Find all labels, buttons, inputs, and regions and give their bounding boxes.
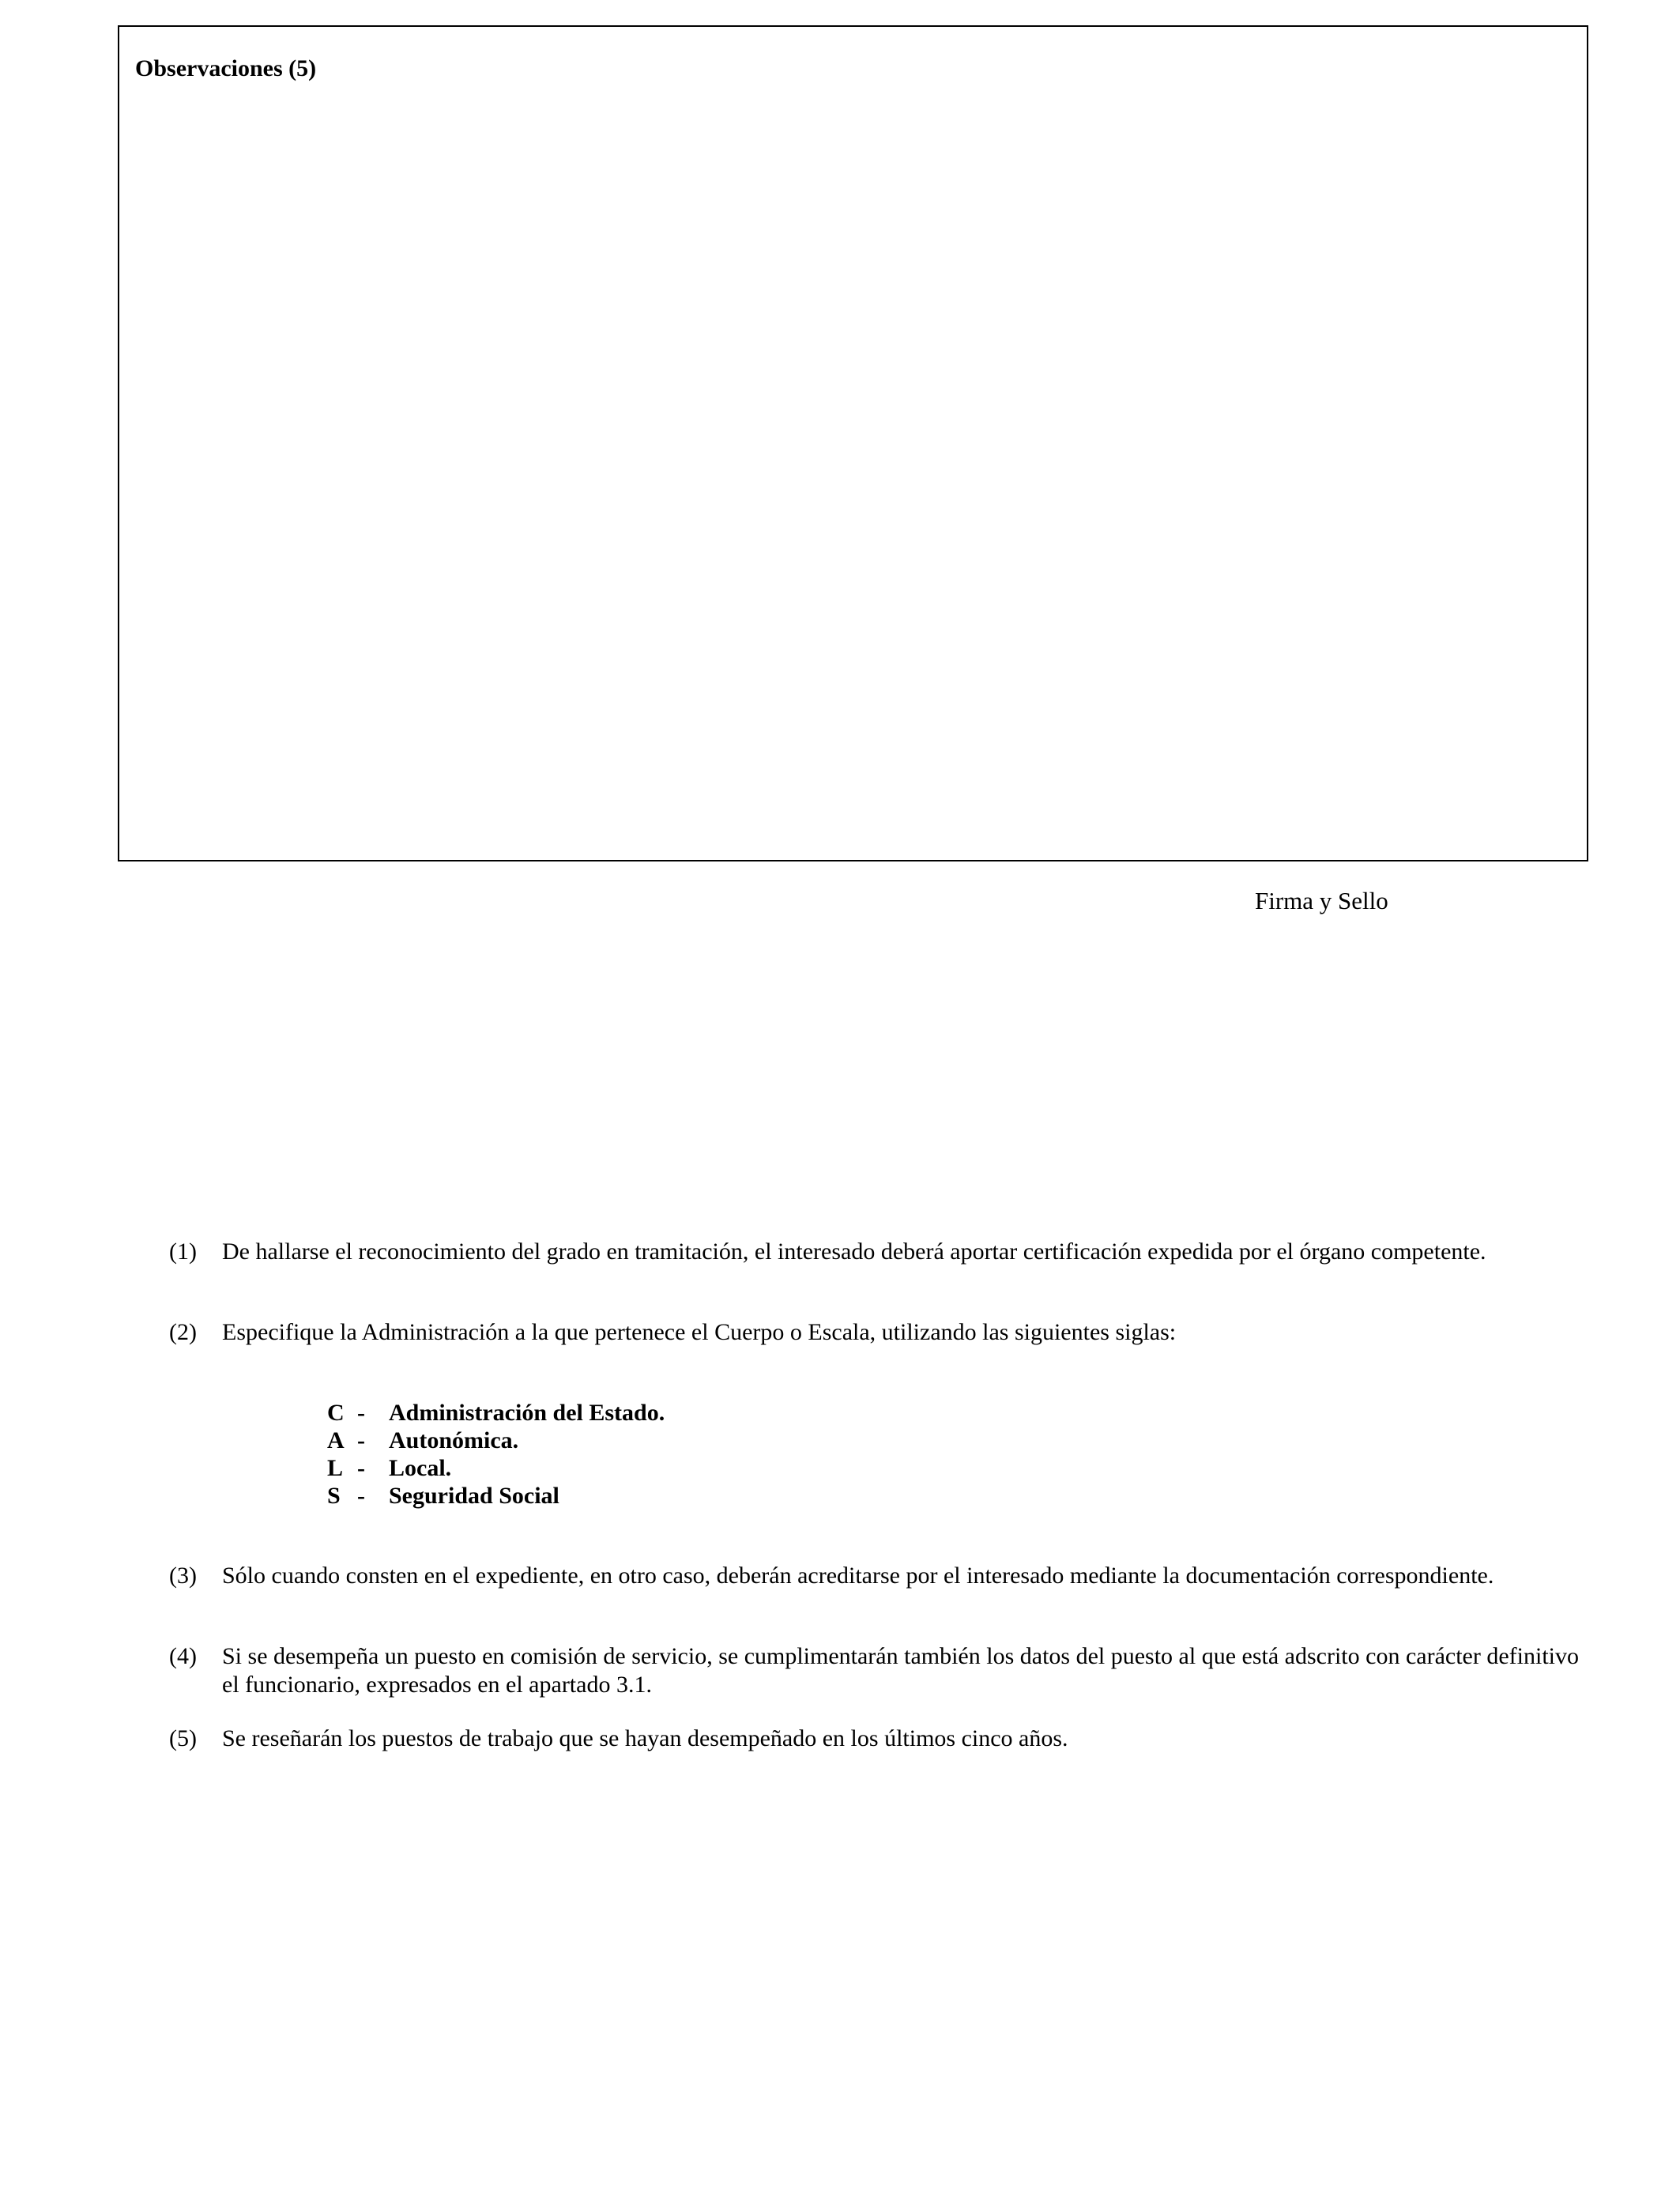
footnote-text: Sólo cuando consten en el expediente, en otro caso, deberán acreditarse por el interesado mediante la documentación correspondiente. [222, 1563, 1494, 1589]
footnote-text: Si se desempeña un puesto en comisión de servicio, se cumplimentarán también los datos del puesto al que está adscrito con carácter definitivo el funcionario, expresados en el apartado 3.1. [222, 1643, 1579, 1698]
code-letter: L [327, 1455, 344, 1481]
observations-box [118, 25, 1588, 861]
footnote-number: (3) [169, 1563, 197, 1589]
code-row-a [327, 1427, 665, 1454]
footnote-text: De hallarse el reconocimiento del grado en tramitación, el interesado deberá aportar certificación expedida por el órgano competente. [222, 1238, 1486, 1265]
code-dash: - [357, 1400, 365, 1426]
code-row-s [327, 1482, 665, 1510]
footnote-text: Se reseñarán los puestos de trabajo que se hayan desempeñado en los últimos cinco años. [222, 1725, 1068, 1751]
code-label: Autonómica. [389, 1427, 519, 1453]
code-label: Administración del Estado. [389, 1400, 665, 1426]
footnote-number: (4) [169, 1643, 197, 1669]
footnote-4 [169, 1642, 1591, 1699]
code-dash: - [357, 1427, 365, 1453]
footnote-text: Especifique la Administración a la que pertenece el Cuerpo o Escala, utilizando las siguientes siglas: [222, 1319, 1177, 1345]
code-dash: - [357, 1483, 365, 1509]
footnote-number: (5) [169, 1725, 197, 1751]
observations-title: Observaciones (5) [135, 55, 317, 81]
code-letter: C [327, 1400, 345, 1426]
signature-label: Firma y Sello [1255, 887, 1388, 914]
footnote-number: (1) [169, 1238, 197, 1265]
footnote-number: (2) [169, 1319, 197, 1345]
code-row-l [327, 1454, 665, 1482]
footnote-5 [169, 1725, 1591, 1753]
footnote-3 [169, 1562, 1591, 1590]
code-letter: S [327, 1483, 341, 1509]
code-letter: A [327, 1427, 345, 1453]
footnote-2 [169, 1318, 1591, 1347]
code-label: Seguridad Social [389, 1483, 559, 1509]
administration-codes-list [327, 1399, 665, 1510]
footnote-1 [169, 1238, 1591, 1266]
code-label: Local. [389, 1455, 452, 1481]
code-row-c [327, 1399, 665, 1427]
code-dash: - [357, 1455, 365, 1481]
